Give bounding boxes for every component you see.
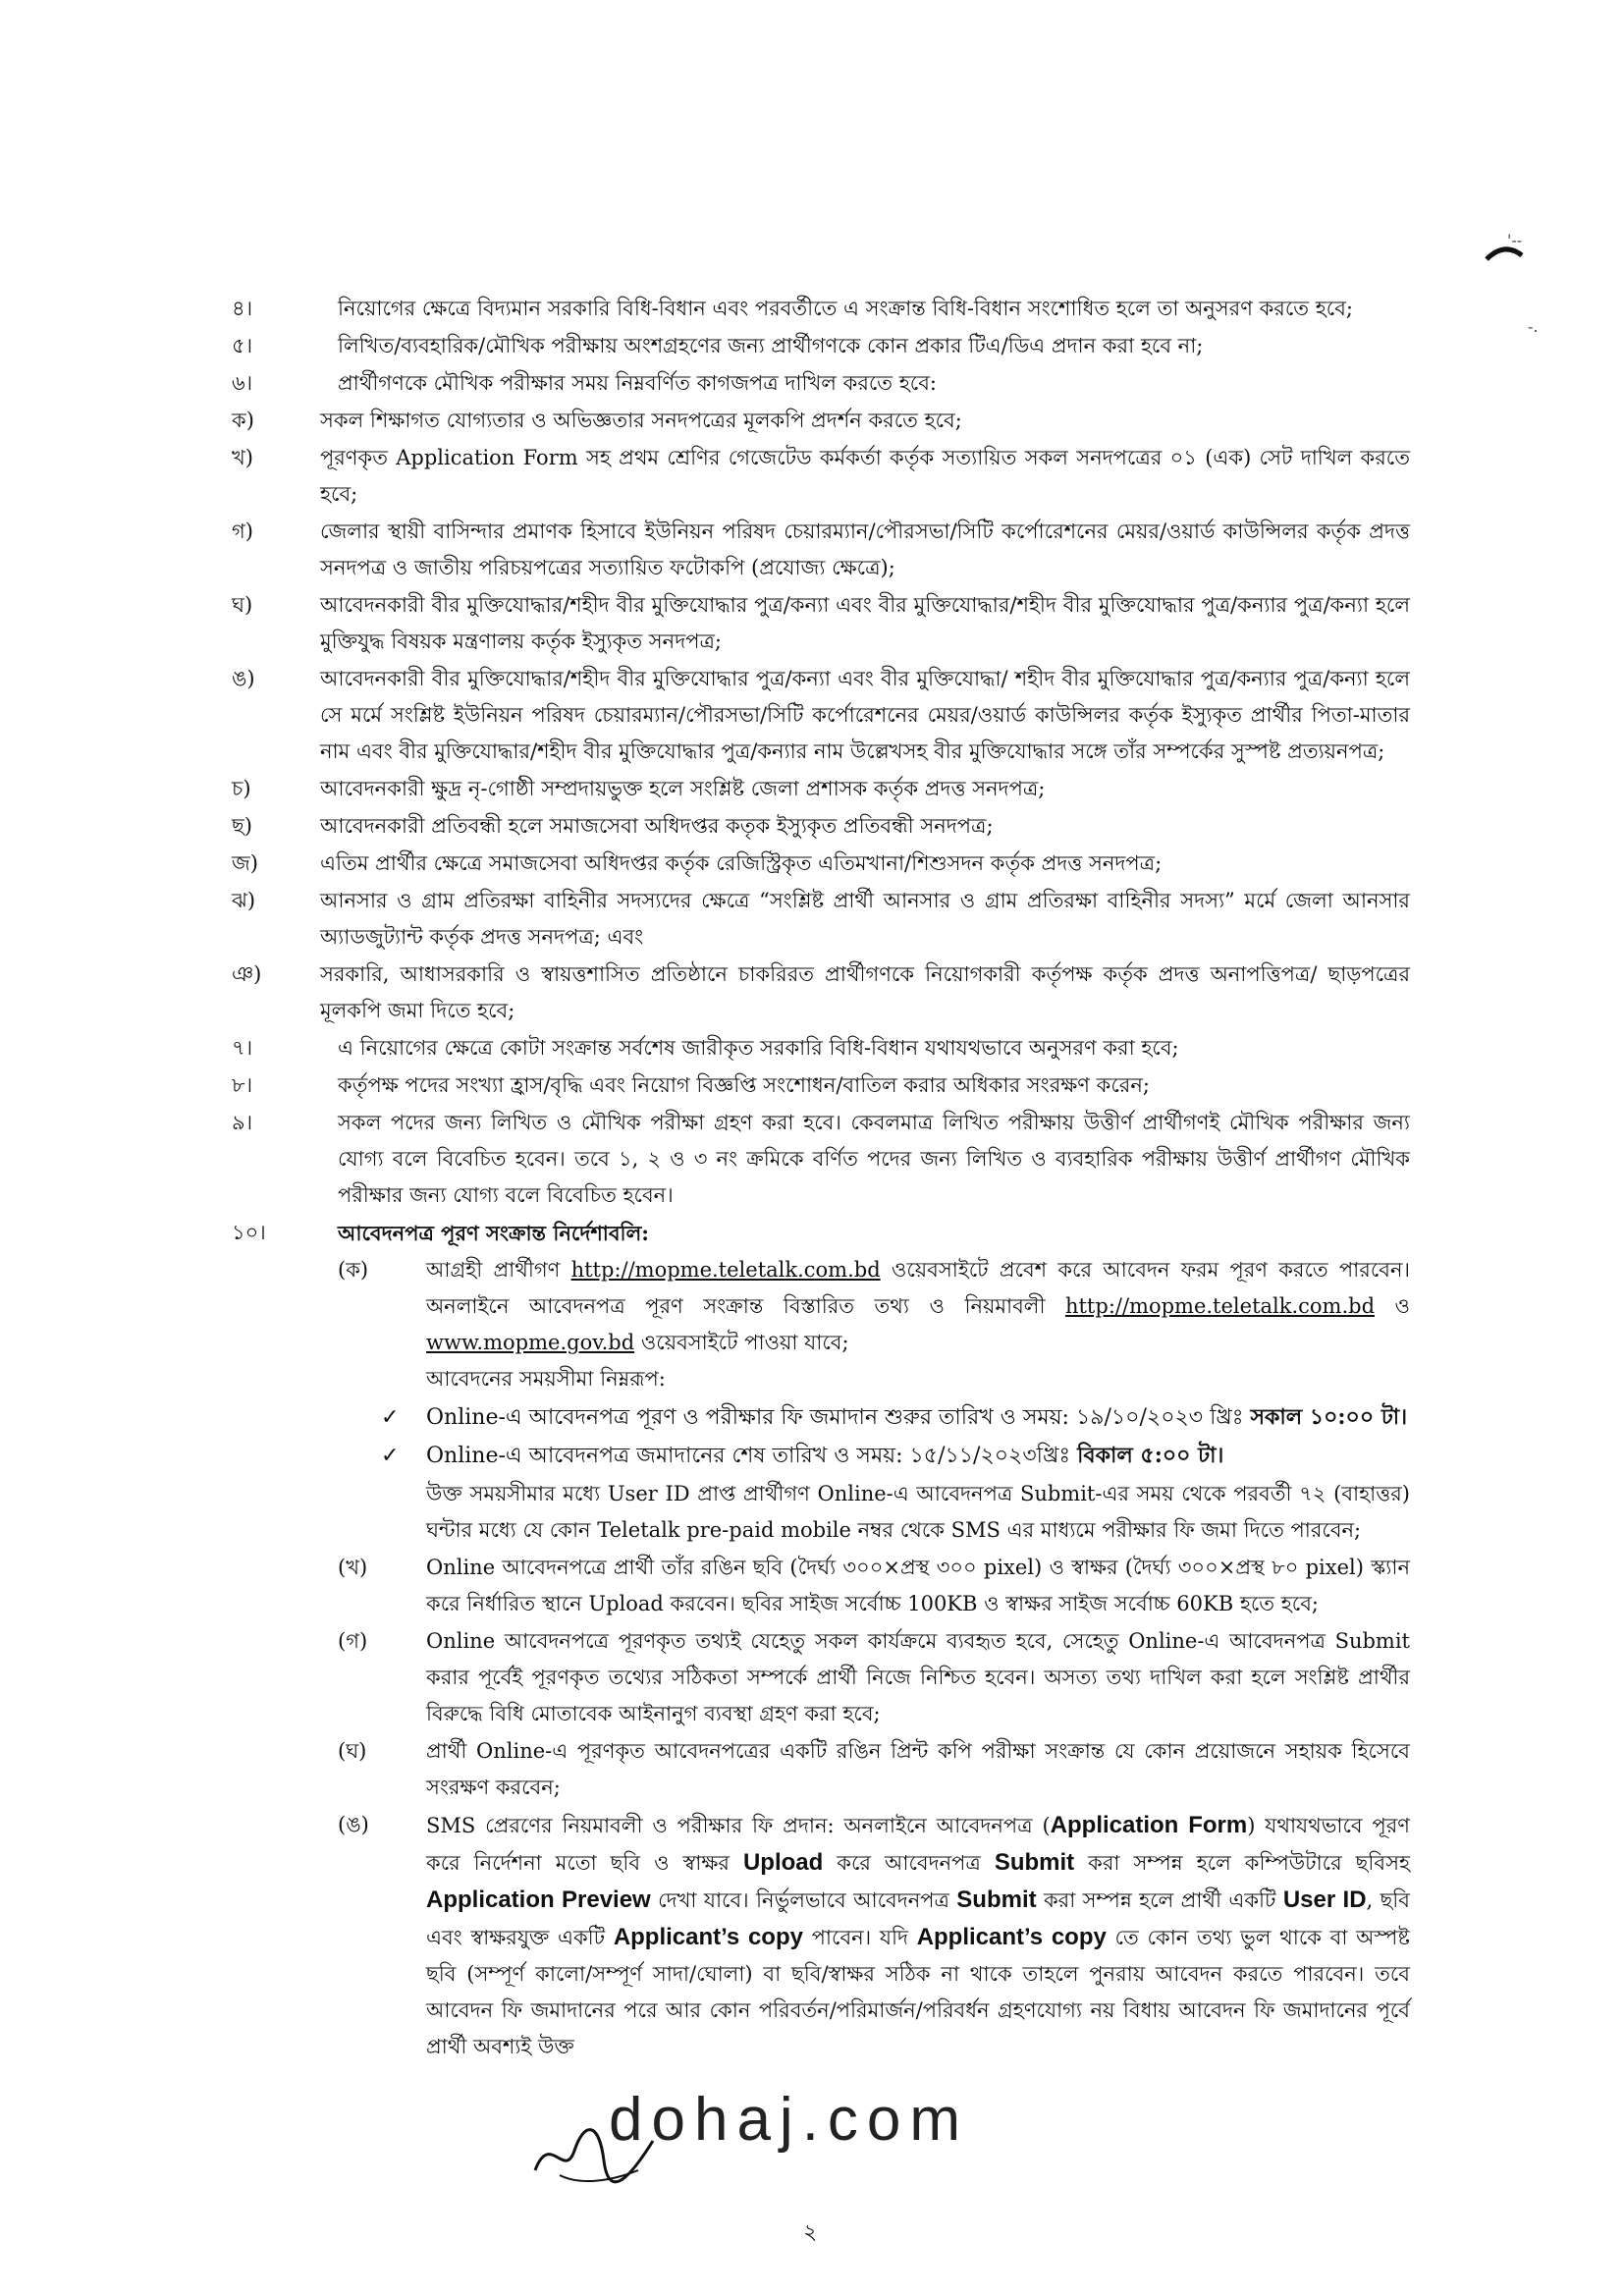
- sub-text: Online আবেদনপত্রে প্রার্থী তাঁর রঙিন ছবি (দৈর্ঘ্য ৩০০×প্রস্থ ৩০০ pixel) ও স্বাক্ষর (দৈর্ঘ্য ৩০০×প্রস্থ ৮০ pixel) স্ক্যান করে নির্ধারিত স্থানে Upload করবেন। ছবির সাইজ সর্বোচ্চ 100KB ও স্বাক্ষর সাইজ সর্বোচ্চ 60KB হতে হবে;: [426, 1556, 1410, 1615]
- item-text: কর্তৃপক্ষ পদের সংখ্যা হ্রাস/বৃদ্ধি এবং নিয়োগ বিজ্ঞপ্তি সংশোধন/বাতিল করার অধিকার সংরক্ষণ করেন;: [338, 1073, 1150, 1097]
- teletalk-link-2[interactable]: http://mopme.teletalk.com.bd: [1064, 1294, 1376, 1318]
- mopme-link[interactable]: www.mopme.gov.bd: [426, 1331, 635, 1354]
- sub-text: আবেদনকারী বীর মুক্তিযোদ্ধার/শহীদ বীর মুক্তিযোদ্ধার পুত্র/কন্যা এবং বীর মুক্তিযোদ্ধা/ শহীদ বীর মুক্তিযোদ্ধার পুত্র/কন্যার পুত্র/কন্যা হলে সে মর্মে সংশ্লিষ্ট ইউনিয়ন পরিষদ চেয়ারম্যান/পৌরসভা/সিটি কর্পোরেশনের মেয়র/ওয়ার্ড কাউন্সিলর কর্তৃক ইস্যুকৃত প্রার্থীর পিতা-মাতার নাম এবং বীর মুক্তিযোদ্ধার/শহীদ বীর মুক্তিযোদ্ধার পুত্র/কন্যার নাম উল্লেখসহ বীর মুক্তিযোদ্ধার সঙ্গে তাঁর সম্পর্কের সুস্পষ্ট প্রত্যয়নপত্র;: [320, 667, 1410, 763]
- item-number: ১০।: [232, 1221, 266, 1244]
- sub-label: (গ): [338, 1629, 368, 1653]
- item-text: নিয়োগের ক্ষেত্রে বিদ্যমান সরকারি বিধি-বিধান এবং পরবর্তীতে এ সংক্রান্ত বিধি-বিধান সংশোধিত হলে তা অনুসরণ করতে হবে;: [338, 297, 1353, 320]
- sub-label: ক): [232, 409, 254, 432]
- corner-scan-mark: '--: [1507, 231, 1523, 249]
- sub-item: [232, 587, 1410, 660]
- sub-text: আবেদনকারী প্রতিবন্ধী হলে সমাজসেবা অধিদপ্তর কতৃক ইস্যুকৃত প্রতিবন্ধী সনদপত্র;: [320, 814, 994, 838]
- sub-item: [232, 957, 1410, 1029]
- sub-text: আনসার ও গ্রাম প্রতিরক্ষা বাহিনীর সদস্যদের ক্ষেত্রে “সংশ্লিষ্ট প্রার্থী আনসার ও গ্রাম প্রতিরক্ষা বাহিনীর সদস্য” মর্মে জেলা আনসার অ্যাডজুট্যান্ট কর্তৃক প্রদত্ত সনদপত্র; এবং: [320, 889, 1410, 949]
- watermark-text: dohaj.com: [609, 2086, 970, 2154]
- item-number: ৮।: [232, 1073, 253, 1097]
- sub-label: ছ): [232, 814, 252, 838]
- sub-text: সরকারি, আধাসরকারি ও স্বায়ত্তশাসিত প্রতিষ্ঠানে চাকরিরত প্রার্থীগণকে নিয়োগকারী কর্তৃপক্ষ কর্তৃক প্রদত্ত অনাপত্তিপত্র/ ছাড়পত্রের মূলকপি জমা দিতে হবে;: [320, 962, 1410, 1022]
- list-item: [232, 291, 1410, 327]
- sub-item-ka: [338, 1252, 1410, 1397]
- sub-item: [232, 403, 1410, 439]
- sub-text: প্রার্থী Online-এ পূরণকৃত আবেদনপত্রের একটি রঙিন প্রিন্ট কপি পরীক্ষা সংক্রান্ত যে কোন প্রয়োজনে সহায়ক হিসেবে সংরক্ষণ করবেন;: [426, 1739, 1410, 1799]
- sub-label: ঞ): [232, 962, 262, 986]
- sub-text: SMS প্রেরণের নিয়মাবলী ও পরীক্ষার ফি প্রদান: অনলাইনে আবেদনপত্র (Application Form) যথাযথভাবে পূরণ করে নির্দেশনা মতো ছবি ও স্বাক্ষর Upload করে আবেদনপত্র Submit করা সম্পন্ন হলে কম্পিউটারে ছবিসহ Application Preview দেখা যাবে। নির্ভুলভাবে আবেদনপত্র Submit করা সম্পন্ন হলে প্রার্থী একটি User ID, ছবি এবং স্বাক্ষরযুক্ত একটি Applicant’s copy পাবেন। যদি Applicant’s copy তে কোন তথ্য ভুল থাকে বা অস্পষ্ট ছবি (সম্পূর্ণ কালো/সম্পূর্ণ সাদা/ঘোলা) বা ছবি/স্বাক্ষর সঠিক না থাকে তাহলে পুনরায় আবেদন করতে পারবেন। তবে আবেদন ফি জমাদানের পরে আর কোন পরিবর্তন/পরিমার্জন/পরিবর্ধন গ্রহণযোগ্য নয় বিধায় আবেদন ফি জমাদানের পূর্বে প্রার্থী অবশ্যই উক্ত: [426, 1812, 1410, 2058]
- document-body: [232, 291, 1410, 2066]
- sub-text: জেলার স্থায়ী বাসিন্দার প্রমাণক হিসাবে ইউনিয়ন পরিষদ চেয়ারম্যান/পৌরসভা/সিটি কর্পোরেশনের মেয়র/ওয়ার্ড কাউন্সিলর কর্তৃক প্রদত্ত সনদপত্র ও জাতীয় পরিচয়পত্রের সত্যায়িত ফটোকপি (প্রযোজ্য ক্ষেত্রে);: [320, 519, 1410, 579]
- deadline-end: ✓ Online-এ আবেদনপত্র জমাদানের শেষ তারিখ ও সময়: ১৫/১১/২০২৩খ্রিঃ বিকাল ৫:০০ টা।: [338, 1438, 1410, 1474]
- sub-label: (খ): [338, 1556, 368, 1579]
- sub-item-ka-after: [338, 1476, 1410, 1549]
- sub-item-ga: [338, 1623, 1410, 1732]
- sub-label: চ): [232, 777, 251, 800]
- sub-text: সকল শিক্ষাগত যোগ্যতার ও অভিজ্ঞতার সনদপত্রের মূলকপি প্রদর্শন করতে হবে;: [320, 409, 962, 432]
- sub-label: ঘ): [232, 593, 253, 617]
- sub-item: [232, 808, 1410, 845]
- sub-text: আবেদনকারী ক্ষুদ্র নৃ-গোষ্ঠী সম্প্রদায়ভুক্ত হলে সংশ্লিষ্ট জেলা প্রশাসক কর্তৃক প্রদত্ত সনদপত্র;: [320, 777, 1046, 800]
- check-icon: ✓: [381, 1444, 400, 1468]
- list-item: [232, 1105, 1410, 1214]
- sub-label: (ঘ): [338, 1739, 367, 1763]
- deadline-intro: আবেদনের সময়সীমা নিম্নরূপ:: [426, 1367, 666, 1391]
- item-number: ৪।: [232, 297, 253, 320]
- item-10: [232, 1215, 1410, 2065]
- list-item: [232, 365, 1410, 402]
- sub-text: উক্ত সময়সীমার মধ্যে User ID প্রাপ্ত প্রার্থীগণ Online-এ আবেদনপত্র Submit-এর সময় থেকে পরবর্তী ৭২ (বাহাত্তর) ঘন্টার মধ্যে যে কোন Teletalk pre-paid mobile নম্বর থেকে SMS এর মাধ্যমে পরীক্ষার ফি জমা দিতে পারবেন;: [426, 1482, 1410, 1542]
- page-number: ২: [803, 2220, 818, 2245]
- instructions-heading: আবেদনপত্র পূরণ সংক্রান্ত নির্দেশাবলি:: [338, 1221, 649, 1245]
- sub-item: [232, 514, 1410, 586]
- sub-label: খ): [232, 446, 253, 469]
- item-6-sub-list: [232, 403, 1410, 1029]
- sub-item: [232, 661, 1410, 770]
- sub-item-kha: [338, 1550, 1410, 1622]
- item-number: ৯।: [232, 1111, 253, 1134]
- sub-text: আগ্রহী প্রার্থীগণ http://mopme.teletalk.com.bd ওয়েবসাইটে প্রবেশ করে আবেদন ফরম পূরণ করতে পারবেন। অনলাইনে আবেদনপত্র পূরণ সংক্রান্ত বিস্তারিত তথ্য ও নিয়মাবলী http://mopme.teletalk.com.bd ও www.mopme.gov.bd ওয়েবসাইটে পাওয়া যাবে;: [426, 1258, 1410, 1354]
- sub-text: Online আবেদনপত্রে পূরণকৃত তথ্যই যেহেতু সকল কার্যক্রমে ব্যবহৃত হবে, সেহেতু Online-এ আবেদনপত্র Submit করার পূর্বেই পূরণকৃত তথ্যের সঠিকতা সম্পর্কে প্রার্থী নিজে নিশ্চিত হবেন। অসত্য তথ্য দাখিল করা হলে সংশ্লিষ্ট প্রার্থীর বিরুদ্ধে বিধি মোতাবেক আইনানুগ ব্যবস্থা গ্রহণ করা হবে;: [426, 1629, 1410, 1725]
- item-text: লিখিত/ব্যবহারিক/মৌখিক পরীক্ষায় অংশগ্রহণের জন্য প্রার্থীগণকে কোন প্রকার টিএ/ডিএ প্রদান করা হবে না;: [338, 334, 1204, 357]
- sub-text: পূরণকৃত Application Form সহ প্রথম শ্রেণির গেজেটেড কর্মকর্তা কর্তৃক সত্যায়িত সকল সনদপত্রের ০১ (এক) সেট দাখিল করতে হবে;: [320, 446, 1410, 506]
- sub-label: জ): [232, 851, 258, 875]
- item-number: ৬।: [232, 371, 253, 395]
- item-text: সকল পদের জন্য লিখিত ও মৌখিক পরীক্ষা গ্রহণ করা হবে। কেবলমাত্র লিখিত পরীক্ষায় উত্তীর্ণ প্রার্থীগণই মৌখিক পরীক্ষার জন্য যোগ্য বলে বিবেচিত হবেন। তবে ১, ২ ও ৩ নং ক্রমিকে বর্ণিত পদের জন্য লিখিত ও ব্যবহারিক পরীক্ষায় উত্তীর্ণ প্রার্থীগণ মৌখিক পরীক্ষার জন্য যোগ্য বলে বিবেচিত হবেন।: [338, 1111, 1410, 1207]
- item-number: ৭।: [232, 1036, 253, 1060]
- sub-label: (ক): [338, 1258, 369, 1282]
- sub-text: এতিম প্রার্থীর ক্ষেত্রে সমাজসেবা অধিদপ্তর কর্তৃক রেজিস্ট্রিকৃত এতিমখানা/শিশুসদন কর্তৃক প্রদত্ত সনদপত্র;: [320, 851, 1163, 875]
- check-icon: ✓: [381, 1405, 400, 1430]
- list-item: [232, 1030, 1410, 1066]
- sub-item: [232, 883, 1410, 956]
- item-number: ৫।: [232, 334, 253, 357]
- sub-item: [232, 771, 1410, 807]
- list-item: [232, 328, 1410, 364]
- item-text: প্রার্থীগণকে মৌখিক পরীক্ষার সময় নিম্নবর্ণিত কাগজপত্র দাখিল করতে হবে:: [338, 371, 937, 395]
- sub-item-nga: [338, 1807, 1410, 2065]
- teletalk-link[interactable]: http://mopme.teletalk.com.bd: [570, 1258, 881, 1282]
- scan-arc-mark: [1485, 242, 1524, 261]
- side-scan-mark: -.: [1528, 317, 1539, 336]
- sub-item: [232, 440, 1410, 513]
- deadline-start: ✓ Online-এ আবেদনপত্র পূরণ ও পরীক্ষার ফি জমাদান শুরুর তারিখ ও সময়: ১৯/১০/২০২৩ খ্রিঃ সকাল ১০:০০ টা।: [338, 1399, 1410, 1436]
- list-item: [232, 1067, 1410, 1104]
- sub-item: [232, 846, 1410, 882]
- sub-label: গ): [232, 519, 253, 543]
- sub-label: ঙ): [232, 667, 255, 690]
- sub-label: (ঙ): [338, 1813, 369, 1836]
- sub-item-gha: [338, 1733, 1410, 1806]
- sub-text: আবেদনকারী বীর মুক্তিযোদ্ধার/শহীদ বীর মুক্তিযোদ্ধার পুত্র/কন্যা এবং বীর মুক্তিযোদ্ধার/শহীদ বীর মুক্তিযোদ্ধার পুত্র/কন্যার পুত্র/কন্যা হলে মুক্তিযুদ্ধ বিষয়ক মন্ত্রণালয় কর্তৃক ইস্যুকৃত সনদপত্র;: [320, 593, 1410, 653]
- sub-label: ঝ): [232, 889, 256, 912]
- item-text: এ নিয়োগের ক্ষেত্রে কোটা সংক্রান্ত সর্বশেষ জারীকৃত সরকারি বিধি-বিধান যথাযথভাবে অনুসরণ করা হবে;: [338, 1036, 1179, 1060]
